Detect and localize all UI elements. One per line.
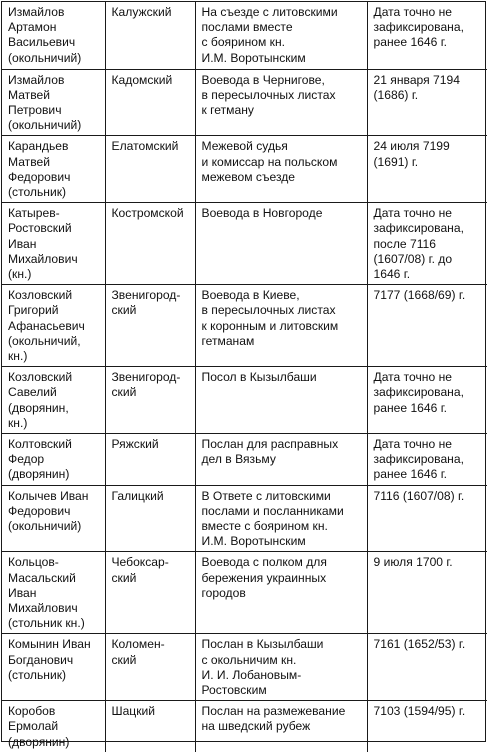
name-cell-line: Измайлов [8, 72, 65, 87]
date-cell [367, 433, 487, 485]
district-cell-line: Ряжский [111, 436, 159, 451]
district-cell-line: Шацкий [111, 704, 156, 719]
service-cell [195, 203, 367, 285]
service-cell [195, 701, 367, 752]
date-cell-line: (1691) г. [373, 154, 419, 169]
table-row [2, 634, 487, 701]
district-cell-line: Чебоксар- [111, 555, 169, 570]
district-cell-line: Коломен- [111, 637, 165, 652]
date-cell-line: 9 июля 1700 г. [373, 555, 453, 570]
district-cell-line: Калужский [111, 5, 172, 19]
service-cell-line: и комиссар на польском [201, 154, 338, 169]
name-cell-line: Катырев- [8, 206, 60, 221]
name-cell-line: (кн.) [8, 266, 32, 281]
date-cell-line: 7103 (1594/95) г. [373, 704, 466, 719]
date-cell [367, 485, 487, 552]
name-cell-line: Васильевич [8, 35, 76, 50]
service-cell-line: Межевой судья [201, 139, 288, 154]
name-cell [2, 433, 105, 485]
service-cell-line: Послан на размежевание [201, 704, 346, 719]
district-cell [105, 69, 195, 136]
service-cell-line: к коронным и литовским [201, 318, 339, 333]
date-cell [367, 203, 487, 285]
name-cell-line: (окольничий, [8, 333, 81, 348]
name-cell-line: Измайлов [8, 5, 65, 19]
service-cell-line: Послан для расправных [201, 436, 339, 451]
name-cell-line: Матвей [8, 87, 50, 102]
name-cell-line: Федор [8, 452, 45, 467]
name-cell-line: (дворянин) [8, 467, 70, 482]
district-cell-line: ский [111, 385, 137, 400]
district-cell [105, 701, 195, 752]
district-cell-line: Звенигород- [111, 370, 181, 385]
table-row [2, 2, 487, 69]
service-cell-line: с окольничим кн. [201, 652, 297, 667]
name-cell-line: Петрович [8, 102, 62, 117]
service-cell-line: И.М. Воротынским [201, 50, 306, 65]
date-cell [367, 701, 487, 752]
officials-table [2, 2, 487, 752]
table-row [2, 485, 487, 552]
name-cell-line: Масальский [8, 570, 76, 585]
service-cell [195, 69, 367, 136]
district-cell-line: Елатомский [111, 139, 179, 154]
date-cell [367, 634, 487, 701]
name-cell-line: (окольничий) [8, 518, 82, 533]
name-cell-line: Ермолай [8, 719, 59, 734]
service-cell-line: бережения украинных [201, 570, 327, 585]
service-cell-line: в пересылочных листах [201, 87, 336, 102]
name-cell-line: Комынин Иван [8, 637, 91, 652]
date-cell-line: зафиксирована, [373, 385, 464, 400]
service-cell-line: Воевода в Киеве, [201, 288, 300, 303]
district-cell [105, 136, 195, 203]
name-cell-line: кн.) [8, 415, 28, 430]
service-cell-line: В Ответе с литовскими [201, 488, 331, 503]
name-cell-line: кн.) [8, 348, 28, 363]
name-cell-line: Михайлович [8, 601, 78, 615]
name-cell-line: Кольцов- [8, 555, 59, 570]
district-cell [105, 203, 195, 285]
service-cell-line: послами вместе [201, 20, 293, 35]
name-cell [2, 136, 105, 203]
service-cell-line: Послан в Кызылбаши [201, 637, 324, 652]
name-cell [2, 485, 105, 552]
document-table-page [1, 1, 486, 749]
district-cell-line: ский [111, 303, 137, 318]
date-cell [367, 2, 487, 69]
name-cell-line: (стольник) [8, 184, 67, 199]
name-cell-line: Иван [8, 585, 37, 600]
service-cell-line: городов [201, 585, 246, 600]
name-cell [2, 367, 105, 434]
district-cell-line: Кадомский [111, 72, 173, 87]
table-row [2, 136, 487, 203]
table-body [2, 2, 487, 752]
district-cell [105, 485, 195, 552]
district-cell-line: ский [111, 652, 137, 667]
name-cell-line: (дворянин) [8, 734, 70, 749]
name-cell-line: Ростовский [8, 221, 72, 236]
date-cell-line: ранее 1646 г. [373, 35, 448, 50]
name-cell-line: Колтовский [8, 436, 72, 451]
district-cell-line: ский [111, 570, 137, 585]
service-cell-line: межевом съезде [201, 169, 296, 184]
name-cell-line: Козловский [8, 288, 73, 303]
district-cell-line: Звенигород- [111, 288, 181, 303]
name-cell-line: (стольник кн.) [8, 616, 85, 631]
service-cell-line: И. И. Лобановым- [201, 667, 302, 682]
date-cell-line: 7161 (1652/53) г. [373, 637, 466, 652]
date-cell-line: 7177 (1668/69) г. [373, 288, 466, 303]
name-cell [2, 634, 105, 701]
name-cell-line: Матвей [8, 154, 50, 169]
date-cell-line: 24 июля 7199 [373, 139, 450, 154]
service-cell-line: Воевода с полком для [201, 555, 327, 570]
name-cell-line: Артамон [8, 20, 57, 35]
district-cell [105, 2, 195, 69]
date-cell-line: ранее 1646 г. [373, 400, 448, 415]
service-cell-line: в пересылочных листах [201, 303, 336, 318]
district-cell [105, 433, 195, 485]
date-cell [367, 69, 487, 136]
name-cell-line: Карандьев [8, 139, 69, 154]
service-cell-line: гетманам [201, 333, 255, 348]
service-cell-line: И.М. Воротынским [201, 534, 306, 549]
date-cell-line: Дата точно не [373, 5, 452, 19]
table-row [2, 69, 487, 136]
date-cell [367, 285, 487, 367]
service-cell [195, 634, 367, 701]
service-cell-line: Воевода в Чернигове, [201, 72, 325, 87]
district-cell [105, 367, 195, 434]
name-cell-line: Иван [8, 236, 37, 251]
date-cell-line: ранее 1646 г. [373, 467, 448, 482]
service-cell-line: к гетману [201, 102, 254, 117]
date-cell [367, 367, 487, 434]
district-cell [105, 552, 195, 634]
service-cell-line: Ростовским [201, 683, 267, 698]
service-cell [195, 433, 367, 485]
name-cell-line: Федорович [8, 503, 71, 518]
date-cell [367, 552, 487, 634]
date-cell [367, 136, 487, 203]
date-cell-line: после 7116 [373, 236, 436, 251]
service-cell-line: дел в Вязьму [201, 452, 276, 467]
name-cell-line: Афанасьевич [8, 318, 85, 333]
service-cell-line: вместе с боярином кн. [201, 518, 328, 533]
service-cell [195, 2, 367, 69]
date-cell-line: 7116 (1607/08) г. [373, 488, 465, 503]
name-cell-line: Козловский [8, 370, 73, 385]
service-cell-line: Воевода в Новгороде [201, 206, 323, 221]
district-cell-line: Галицкий [111, 488, 164, 503]
date-cell-line: зафиксирована, [373, 452, 464, 467]
name-cell-line: Коробов [8, 704, 56, 719]
name-cell [2, 2, 105, 69]
name-cell [2, 701, 105, 752]
service-cell [195, 136, 367, 203]
name-cell [2, 203, 105, 285]
name-cell-line: (окольничий) [8, 50, 82, 65]
name-cell-line: Григорий [8, 303, 59, 318]
name-cell [2, 285, 105, 367]
service-cell-line: Посол в Кызылбаши [201, 370, 317, 385]
name-cell [2, 69, 105, 136]
service-cell-line: На съезде с литовскими [201, 5, 338, 19]
name-cell-line: Михайлович [8, 251, 78, 266]
date-cell-line: Дата точно не [373, 370, 452, 385]
service-cell [195, 285, 367, 367]
district-cell [105, 285, 195, 367]
service-cell-line: послами и посланниками [201, 503, 344, 518]
district-cell-line: Костромской [111, 206, 184, 221]
table-row [2, 285, 487, 367]
table-row [2, 552, 487, 634]
name-cell-line: (окольничий) [8, 118, 82, 133]
date-cell-line: зафиксирована, [373, 20, 464, 35]
name-cell-line: Колычев Иван [8, 488, 89, 503]
name-cell-line: (дворянин, [8, 400, 69, 415]
service-cell [195, 552, 367, 634]
date-cell-line: Дата точно не [373, 206, 452, 221]
table-row [2, 203, 487, 285]
table-row [2, 701, 487, 752]
name-cell-line: Богданович [8, 652, 74, 667]
service-cell [195, 485, 367, 552]
table-row [2, 433, 487, 485]
date-cell-line: (1686) г. [373, 87, 419, 102]
date-cell-line: зафиксирована, [373, 221, 464, 236]
service-cell-line: с боярином кн. [201, 35, 285, 50]
service-cell [195, 367, 367, 434]
service-cell-line: на шведский рубеж [201, 719, 311, 734]
date-cell-line: 1646 г. [373, 266, 411, 281]
name-cell-line: Савелий [8, 385, 57, 400]
date-cell-line: 21 января 7194 [373, 72, 460, 87]
date-cell-line: (1607/08) г. до [373, 251, 453, 266]
name-cell-line: Федорович [8, 169, 71, 184]
name-cell [2, 552, 105, 634]
date-cell-line: Дата точно не [373, 436, 452, 451]
table-row [2, 367, 487, 434]
district-cell [105, 634, 195, 701]
name-cell-line: (стольник) [8, 667, 67, 682]
